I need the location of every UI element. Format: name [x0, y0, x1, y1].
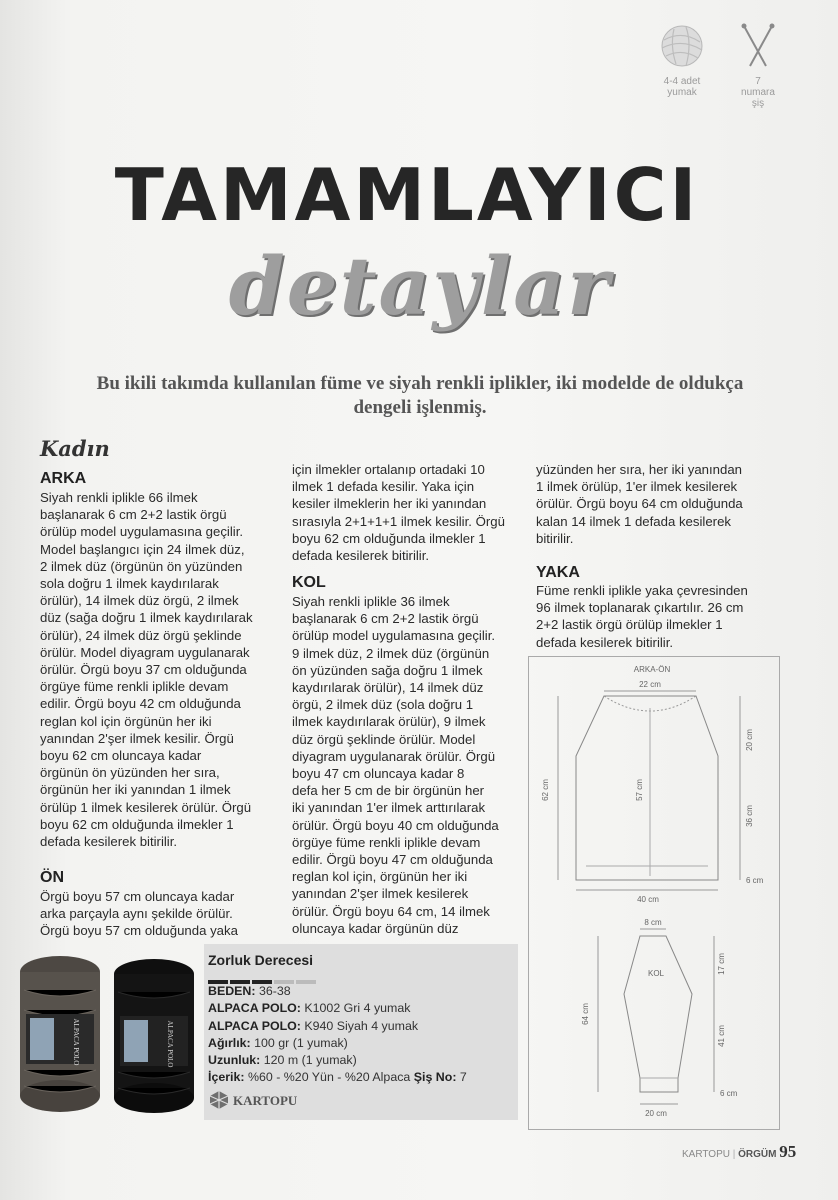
text-line: sırasıyla 2+1+1+1 ilmek kesilir. Örgü — [292, 513, 505, 529]
front-total-height: 62 cm — [541, 779, 550, 801]
text-line: Örgü boyu 57 cm olduğunda yaka — [40, 923, 238, 939]
text-line: örülür. Örgü boyu 40 cm olduğunda — [292, 817, 499, 833]
text-line: Model başlangıcı için 24 ilmek düz, — [40, 541, 245, 557]
text-line: ilmek 1 defada kesilir. Yaka için — [292, 479, 475, 495]
yarn-ball-icon — [656, 24, 708, 68]
text-line: yanından 2'şer ilmek kesilir. Örgü — [40, 730, 234, 746]
front-piece-label: ARKA-ÖN — [633, 665, 671, 674]
text-line: defa her 5 cm de bir örgünün her — [292, 783, 485, 799]
text-line: örgünün ön yüzünden her sıra, — [40, 765, 220, 781]
page-title: TAMAMLAYICI — [114, 153, 700, 237]
text-line: boyu 62 cm oluncaya kadar — [40, 748, 202, 764]
text-line: kalan 14 ilmek 1 defada kesilerek — [536, 513, 731, 529]
yaka-text — [536, 582, 776, 651]
kol-text-continued — [536, 461, 776, 547]
page-subtitle: detaylar — [228, 239, 612, 333]
text-line: 2 ilmek düz (örgünün ön yüzünden — [40, 558, 243, 574]
text-line: 2+2 lastik örgü örülüp ilmekler 1 — [536, 617, 723, 633]
sleeve-total-height: 64 cm — [581, 1003, 590, 1025]
text-line: oluncaya kadar örgünün düz — [292, 920, 459, 936]
yarn1-value: K1002 Gri 4 yumak — [304, 1001, 411, 1016]
yarn-info-text — [208, 952, 518, 1110]
text-line: örgünün her iki yanından 1 ilmek — [40, 782, 231, 798]
text-line: başlanarak 6 cm 2+2 lastik örgü — [40, 507, 227, 523]
front-top-width: 22 cm — [639, 680, 661, 689]
needle-size-label: 7 numara şiş — [741, 76, 775, 109]
beden-label: BEDEN: — [208, 984, 256, 999]
text-line: boyu 62 cm olduğunda ilmekler 1 — [40, 816, 234, 832]
text-line: örgüye füme renkli iplikle devam — [292, 834, 481, 850]
text-line: ilmek kaydırılarak örülür), 9 ilmek — [292, 714, 486, 730]
text-line: edilir. Örgü boyu 42 cm olduğunda — [40, 696, 241, 712]
difficulty-meter — [208, 972, 518, 982]
kol-text — [292, 593, 524, 937]
text-line: örgü, 2 ilmek düz (sola doğru 1 — [292, 697, 474, 713]
text-line: reglan kol için, örgünün her iki — [292, 869, 468, 885]
brand-name: KARTOPU — [233, 1092, 298, 1108]
text-line: defada kesilerek bitirilir. — [40, 834, 178, 850]
text-line: iki yanından 1'er ilmek arttırılarak — [292, 800, 486, 816]
text-line: 9 ilmek düz, 2 ilmek düz (örgünün — [292, 645, 490, 661]
text-line: örülür. Örgü boyu 64 cm, 14 ilmek — [292, 903, 490, 919]
on-heading: ÖN — [40, 869, 64, 886]
text-line: düz örgü şeklinde örülür. Model — [292, 731, 476, 747]
text-line: örülür. Örgü boyu 37 cm olduğunda — [40, 662, 247, 678]
weight-value: 100 gr (1 yumak) — [254, 1035, 348, 1050]
length-value: 120 m (1 yumak) — [263, 1053, 357, 1068]
kol-heading: KOL — [292, 574, 326, 591]
text-line: edilir. Örgü boyu 47 cm olduğunda — [292, 852, 493, 868]
text-line: defada kesilerek bitirilir. — [292, 548, 430, 564]
text-line: ön yüzünden sağa doğru 1 ilmek — [292, 662, 483, 678]
text-line: Örgü boyu 57 cm oluncaya kadar — [40, 889, 235, 904]
lead-paragraph: Bu ikili takımda kullanılan füme ve siyah renkli iplikler, iki modelde de oldukça dengeli işlenmiş. — [96, 373, 744, 418]
text-line: kesiler ilmeklerin her iki yanından — [292, 496, 487, 512]
footer-brand: KARTOPU — [682, 1149, 730, 1160]
text-line: örgüye füme renkli iplikle devam — [40, 679, 229, 695]
sleeve-body-height: 41 cm — [717, 1025, 726, 1047]
needle-no-value: 7 — [459, 1070, 467, 1085]
text-line: sola doğru 1 ilmek kaydırılarak — [40, 576, 219, 592]
yaka-heading: YAKA — [536, 564, 580, 581]
text-line: boyu 47 cm oluncaya kadar 8 — [292, 766, 465, 782]
text-line: Siyah renkli iplikle 66 ilmek — [40, 490, 198, 505]
front-inner-height: 57 cm — [635, 779, 644, 801]
schematic-diagram — [528, 656, 780, 1130]
sleeve-bottom-width: 20 cm — [645, 1109, 667, 1118]
text-line: diyagram uygulanarak örülür. Örgü — [292, 748, 496, 764]
yarn1-label: ALPACA POLO: — [208, 1001, 301, 1016]
text-line: örülür), 14 ilmek düz örgü, 2 ilmek — [40, 593, 239, 609]
yarn2-label: ALPACA POLO: — [208, 1018, 301, 1033]
text-line: defada kesilerek bitirilir. — [536, 634, 674, 650]
svg-text:ALPACA POLO: ALPACA POLO — [166, 1020, 174, 1068]
beden-value: 36-38 — [258, 984, 291, 999]
arka-text — [40, 489, 278, 850]
text-line: 96 ilmek toplanarak çıkartılır. 26 cm — [536, 600, 744, 616]
yarn2-value: K940 Siyah 4 yumak — [304, 1018, 419, 1033]
text-line: için ilmekler ortalanıp ortadaki 10 — [292, 462, 485, 477]
text-line: örülüp 1 ilmek kesilerek örülür. Örgü — [40, 799, 252, 815]
footer-magazine: ÖRGÜM — [738, 1149, 777, 1160]
section-label: Kadın — [40, 436, 110, 461]
text-line: kaydırılarak örülür), 14 ilmek düz — [292, 680, 484, 696]
text-line: Füme renkli iplikle yaka çevresinden — [536, 583, 748, 598]
weight-label: Ağırlık: — [208, 1035, 251, 1050]
front-bottom-width: 40 cm — [637, 895, 659, 904]
on-text — [40, 888, 278, 940]
text-line: düz (sağa doğru 1 ilmek kaydırılarak — [40, 610, 253, 626]
sleeve-raglan-height: 17 cm — [717, 953, 726, 975]
length-label: Uzunluk: — [208, 1053, 261, 1068]
text-line: başlanarak 6 cm 2+2 lastik örgü — [292, 611, 479, 627]
black-yarn-ball-image — [108, 954, 200, 1118]
needle-no-label: Şiş No: — [413, 1070, 457, 1085]
knitting-needles-icon — [736, 22, 780, 70]
arka-heading: ARKA — [40, 470, 87, 487]
sleeve-top-width: 8 cm — [644, 918, 662, 927]
content-value: %60 - %20 Yün - %20 Alpaca — [247, 1070, 411, 1085]
difficulty-bar — [296, 980, 316, 984]
text-line: örülür), 24 ilmek düz örgü şeklinde — [40, 627, 242, 643]
text-line: yanından 2'şer ilmek kesilerek — [292, 886, 469, 902]
yarn-quantity-label: 4-4 adet yumak — [663, 76, 701, 98]
text-line: arka parçayla aynı şekilde örülür. — [40, 906, 233, 922]
page-footer: KARTOPU | ÖRGÜM 95 — [682, 1142, 797, 1161]
text-line: bitirilir. — [536, 530, 574, 546]
text-line: boyu 62 cm olduğunda ilmekler 1 — [292, 530, 486, 546]
difficulty-label: Zorluk Derecesi — [208, 952, 314, 968]
content-label: İçerik: — [208, 1070, 245, 1085]
text-line: Siyah renkli iplikle 36 ilmek — [292, 594, 450, 609]
page-number: 95 — [779, 1142, 797, 1161]
text-line: 1 ilmek örülüp, 1'er ilmek kesilerek — [536, 479, 738, 495]
sleeve-piece-label: KOL — [647, 969, 665, 978]
front-raglan-height: 20 cm — [745, 729, 754, 751]
text-line: örülüp model uygulamasına geçilir. — [40, 524, 244, 540]
text-line: yüzünden her sıra, her iki yanından — [536, 462, 742, 477]
svg-text:ALPACA POLO: ALPACA POLO — [72, 1018, 80, 1066]
front-rib-height: 6 cm — [746, 876, 764, 885]
text-line: örülür. Model diyagram uygulanarak — [40, 644, 250, 660]
text-line: reglan kol için örgünün her iki — [40, 713, 212, 729]
kartopu-logo-icon — [208, 1090, 230, 1110]
text-line: örülüp model uygulamasına geçilir. — [292, 628, 496, 644]
front-body-height: 36 cm — [745, 805, 754, 827]
gray-yarn-ball-image — [14, 950, 106, 1118]
sleeve-rib-height: 6 cm — [720, 1089, 738, 1098]
on-text-continued — [292, 461, 524, 564]
text-line: örülür. Örgü boyu 64 cm olduğunda — [536, 496, 743, 512]
